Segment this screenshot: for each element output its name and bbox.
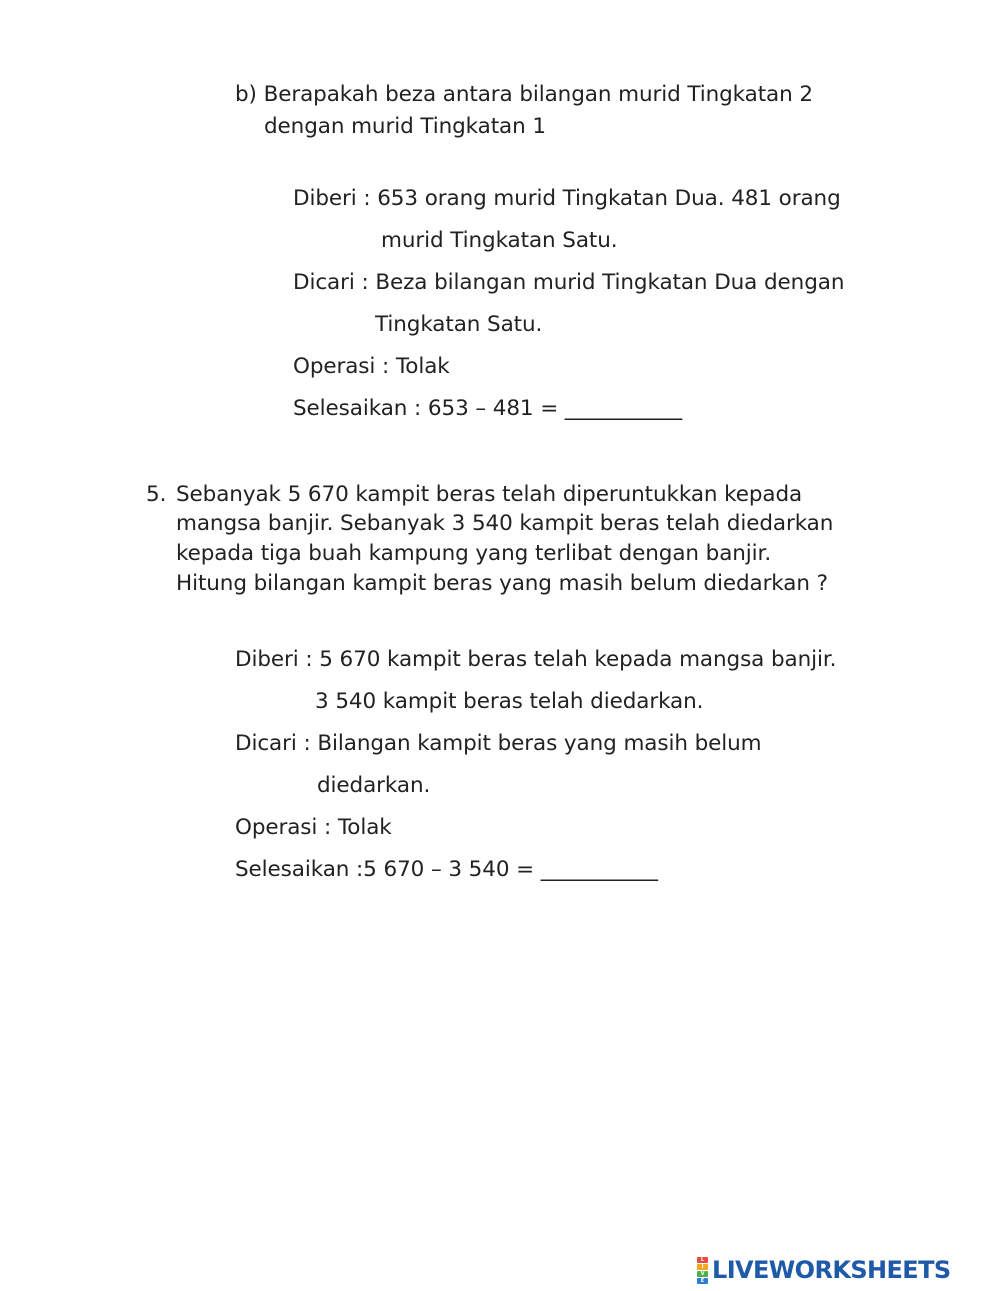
logo-letter-i: I <box>697 1264 708 1270</box>
part-b-selesaikan: Selesaikan : 653 – 481 = ___________ <box>293 396 683 421</box>
question-5-line1: Sebanyak 5 670 kampit beras telah diperuntukkan kepada <box>176 482 803 507</box>
logo-letter-l: L <box>697 1257 708 1263</box>
part-b-diberi-line1: Diberi : 653 orang murid Tingkatan Dua. 481 orang <box>293 186 841 211</box>
part-b-operasi: Operasi : Tolak <box>293 354 450 379</box>
question-5-line3: kepada tiga buah kampung yang terlibat dengan banjir. <box>176 541 772 566</box>
question-5-diberi-line2: 3 540 kampit beras telah diedarkan. <box>315 689 704 714</box>
part-b-diberi-line2: murid Tingkatan Satu. <box>381 228 618 253</box>
part-b-question-line2: dengan murid Tingkatan 1 <box>264 114 546 139</box>
question-5-dicari-line2: diedarkan. <box>317 773 431 798</box>
question-5-operasi: Operasi : Tolak <box>235 815 392 840</box>
question-5-line4: Hitung bilangan kampit beras yang masih belum diedarkan ? <box>176 571 828 596</box>
part-b-question-line1: b) Berapakah beza antara bilangan murid Tingkatan 2 <box>235 82 813 107</box>
logo-letter-e: E <box>697 1278 708 1284</box>
question-5-selesaikan: Selesaikan :5 670 – 3 540 = ___________ <box>235 857 658 882</box>
question-5-line2: mangsa banjir. Sebanyak 3 540 kampit beras telah diedarkan <box>176 511 834 536</box>
question-5-dicari-line1: Dicari : Bilangan kampit beras yang masih belum <box>235 731 762 756</box>
logo-letter-v: V <box>697 1271 708 1277</box>
question-5-diberi-line1: Diberi : 5 670 kampit beras telah kepada mangsa banjir. <box>235 647 837 672</box>
question-5-number: 5. <box>146 482 167 507</box>
liveworksheets-logo-text: LIVEWORKSHEETS <box>712 1256 951 1284</box>
part-b-dicari-line1: Dicari : Beza bilangan murid Tingkatan Dua dengan <box>293 270 845 295</box>
liveworksheets-logo <box>697 1255 951 1285</box>
part-b-dicari-line2: Tingkatan Satu. <box>375 312 543 337</box>
liveworksheets-logo-icon <box>697 1257 708 1284</box>
